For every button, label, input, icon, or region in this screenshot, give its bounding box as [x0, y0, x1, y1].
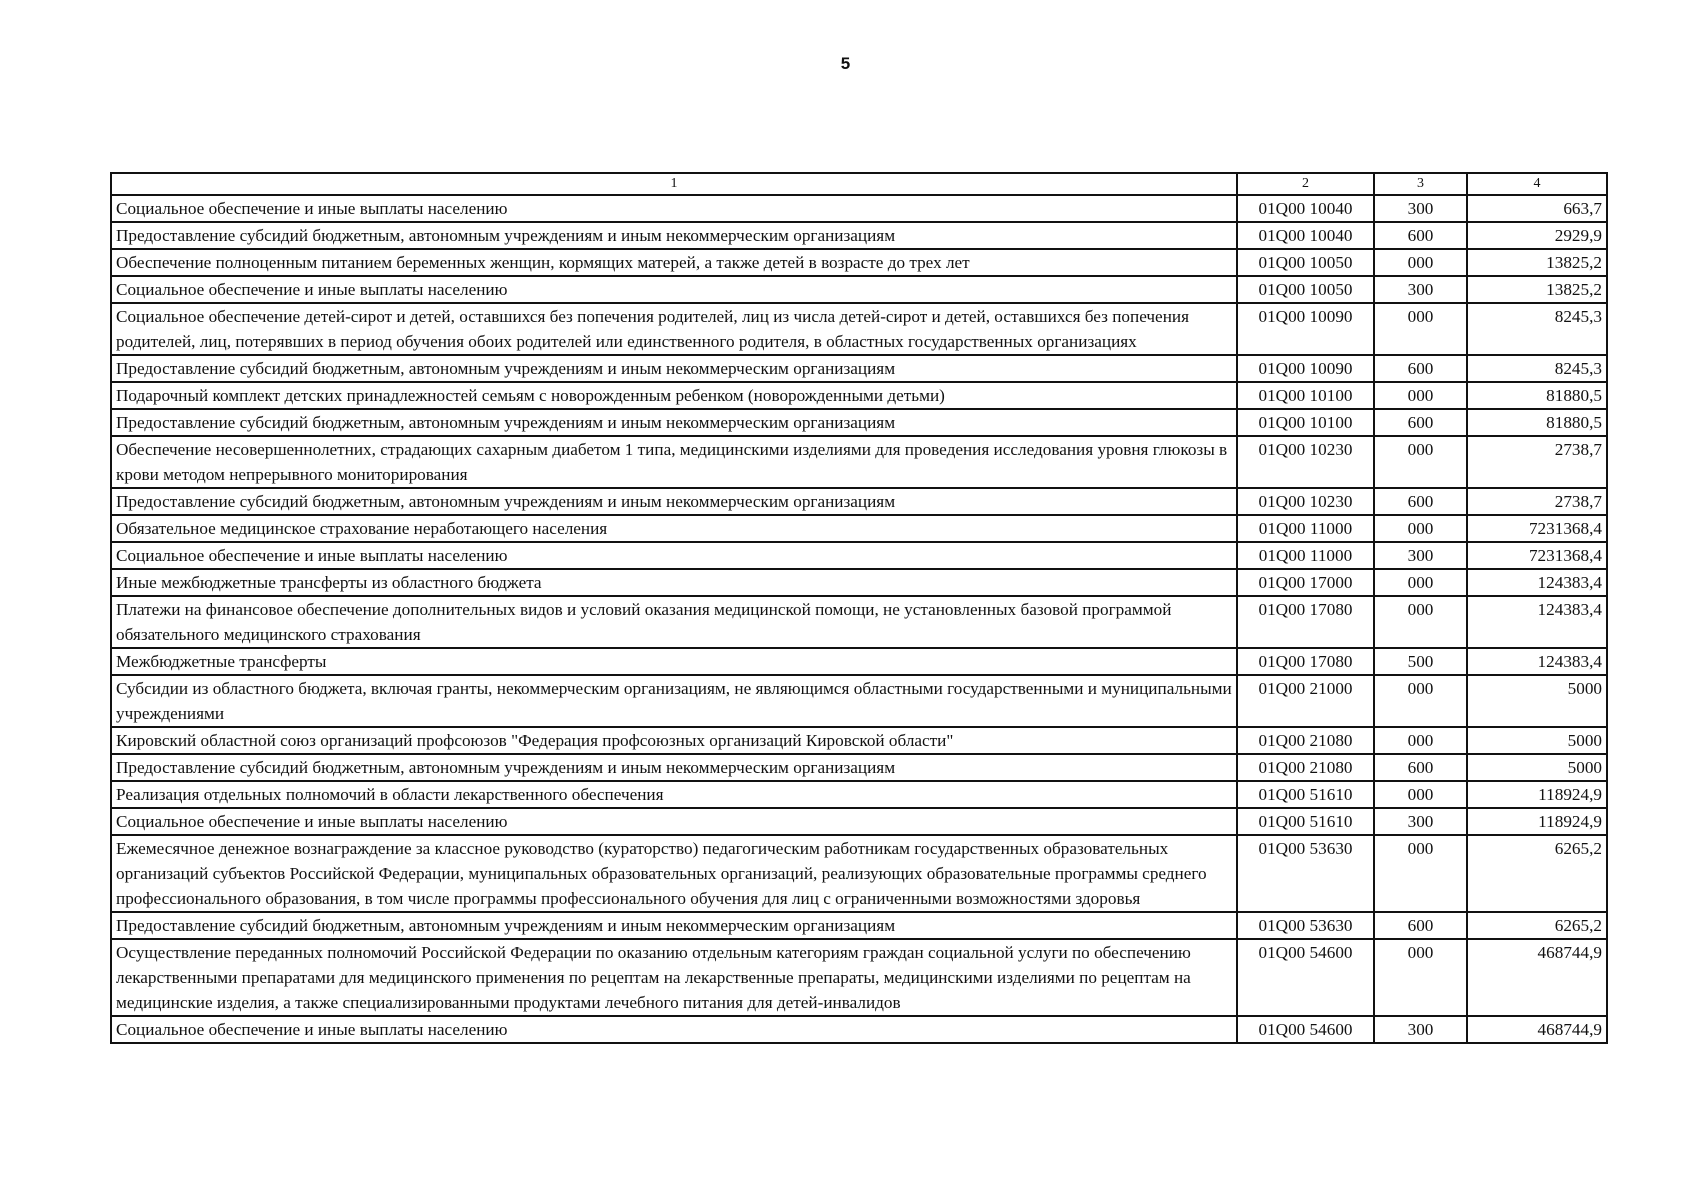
table-header — [111, 173, 1607, 195]
row-amount-cell: 2929,9 — [1467, 222, 1607, 249]
row-code-cell: 01Q00 21000 — [1237, 675, 1374, 727]
table-row — [111, 488, 1607, 515]
row-name-cell: Предоставление субсидий бюджетным, автономным учреждениям и иным некоммерческим организациям — [111, 754, 1237, 781]
table-row — [111, 808, 1607, 835]
table-row — [111, 249, 1607, 276]
table-row — [111, 436, 1607, 488]
header-row — [111, 173, 1607, 195]
table-body — [111, 195, 1607, 1043]
header-cell-3: 3 — [1374, 173, 1467, 195]
row-amount-cell: 2738,7 — [1467, 436, 1607, 488]
table-row — [111, 835, 1607, 912]
row-name-cell: Предоставление субсидий бюджетным, автономным учреждениям и иным некоммерческим организациям — [111, 912, 1237, 939]
row-name-cell: Платежи на финансовое обеспечение дополнительных видов и условий оказания медицинской помощи, не установленных базовой программой обязательного медицинского страхования — [111, 596, 1237, 648]
row-name-cell: Предоставление субсидий бюджетным, автономным учреждениям и иным некоммерческим организациям — [111, 355, 1237, 382]
row-code-cell: 01Q00 10100 — [1237, 409, 1374, 436]
row-name-cell: Кировский областной союз организаций профсоюзов "Федерация профсоюзных организаций Кировской области" — [111, 727, 1237, 754]
row-code-cell: 01Q00 10230 — [1237, 488, 1374, 515]
row-name-cell: Межбюджетные трансферты — [111, 648, 1237, 675]
row-amount-cell: 13825,2 — [1467, 276, 1607, 303]
row-amount-cell: 8245,3 — [1467, 303, 1607, 355]
row-name-cell: Предоставление субсидий бюджетным, автономным учреждениям и иным некоммерческим организациям — [111, 488, 1237, 515]
row-amount-cell: 5000 — [1467, 675, 1607, 727]
row-type-cell: 000 — [1374, 675, 1467, 727]
row-type-cell: 600 — [1374, 355, 1467, 382]
row-type-cell: 000 — [1374, 249, 1467, 276]
row-code-cell: 01Q00 21080 — [1237, 727, 1374, 754]
row-amount-cell: 468744,9 — [1467, 939, 1607, 1016]
row-amount-cell: 118924,9 — [1467, 781, 1607, 808]
row-type-cell: 600 — [1374, 409, 1467, 436]
row-amount-cell: 5000 — [1467, 754, 1607, 781]
row-type-cell: 600 — [1374, 488, 1467, 515]
header-cell-2: 2 — [1237, 173, 1374, 195]
row-amount-cell: 468744,9 — [1467, 1016, 1607, 1043]
row-name-cell: Осуществление переданных полномочий Российской Федерации по оказанию отдельным категориям граждан социальной услуги по обеспечению лекарственными препаратами для медицинского применения по рецептам на лекарственные препараты, медицинскими изделиями по рецептам на медицинские изделия, а также специализированными продуктами лечебного питания для детей-инвалидов — [111, 939, 1237, 1016]
table-row — [111, 382, 1607, 409]
row-amount-cell: 2738,7 — [1467, 488, 1607, 515]
row-name-cell: Предоставление субсидий бюджетным, автономным учреждениям и иным некоммерческим организациям — [111, 409, 1237, 436]
row-type-cell: 300 — [1374, 195, 1467, 222]
table-row — [111, 303, 1607, 355]
row-amount-cell: 124383,4 — [1467, 648, 1607, 675]
row-name-cell: Ежемесячное денежное вознаграждение за классное руководство (кураторство) педагогическим работникам государственных образовательных организаций субъектов Российской Федерации, муниципальных образовательных организаций, реализующих образовательные программы среднего профессионального образования, в том числе программы профессионального обучения для лиц с ограниченными возможностями здоровья — [111, 835, 1237, 912]
row-code-cell: 01Q00 10090 — [1237, 303, 1374, 355]
row-amount-cell: 6265,2 — [1467, 912, 1607, 939]
table-row — [111, 596, 1607, 648]
table-row — [111, 727, 1607, 754]
row-code-cell: 01Q00 11000 — [1237, 542, 1374, 569]
table-row — [111, 754, 1607, 781]
row-code-cell: 01Q00 17080 — [1237, 596, 1374, 648]
table-row — [111, 355, 1607, 382]
table-row — [111, 675, 1607, 727]
table-row — [111, 1016, 1607, 1043]
row-amount-cell: 663,7 — [1467, 195, 1607, 222]
row-type-cell: 000 — [1374, 569, 1467, 596]
row-type-cell: 000 — [1374, 939, 1467, 1016]
table-row — [111, 569, 1607, 596]
row-type-cell: 000 — [1374, 781, 1467, 808]
row-type-cell: 000 — [1374, 727, 1467, 754]
row-amount-cell: 5000 — [1467, 727, 1607, 754]
header-cell-1: 1 — [111, 173, 1237, 195]
row-name-cell: Социальное обеспечение и иные выплаты населению — [111, 542, 1237, 569]
row-name-cell: Иные межбюджетные трансферты из областного бюджета — [111, 569, 1237, 596]
row-type-cell: 500 — [1374, 648, 1467, 675]
row-type-cell: 000 — [1374, 303, 1467, 355]
row-amount-cell: 81880,5 — [1467, 409, 1607, 436]
table-row — [111, 912, 1607, 939]
row-name-cell: Субсидии из областного бюджета, включая гранты, некоммерческим организациям, не являющимся областными государственными и муниципальными учреждениями — [111, 675, 1237, 727]
row-code-cell: 01Q00 10050 — [1237, 276, 1374, 303]
row-name-cell: Обеспечение несовершеннолетних, страдающих сахарным диабетом 1 типа, медицинскими изделиями для проведения исследования уровня глюкозы в крови методом непрерывного мониторирования — [111, 436, 1237, 488]
table-row — [111, 195, 1607, 222]
row-code-cell: 01Q00 54600 — [1237, 1016, 1374, 1043]
row-code-cell: 01Q00 10090 — [1237, 355, 1374, 382]
row-code-cell: 01Q00 21080 — [1237, 754, 1374, 781]
row-code-cell: 01Q00 51610 — [1237, 808, 1374, 835]
row-name-cell: Социальное обеспечение и иные выплаты населению — [111, 195, 1237, 222]
row-type-cell: 000 — [1374, 835, 1467, 912]
row-type-cell: 000 — [1374, 596, 1467, 648]
row-code-cell: 01Q00 10100 — [1237, 382, 1374, 409]
row-name-cell: Предоставление субсидий бюджетным, автономным учреждениям и иным некоммерческим организациям — [111, 222, 1237, 249]
table-row — [111, 781, 1607, 808]
header-cell-4: 4 — [1467, 173, 1607, 195]
row-code-cell: 01Q00 10040 — [1237, 222, 1374, 249]
row-code-cell: 01Q00 10230 — [1237, 436, 1374, 488]
row-code-cell: 01Q00 51610 — [1237, 781, 1374, 808]
row-name-cell: Подарочный комплект детских принадлежностей семьям с новорожденным ребенком (новорожденными детьми) — [111, 382, 1237, 409]
row-name-cell: Социальное обеспечение и иные выплаты населению — [111, 808, 1237, 835]
row-name-cell: Социальное обеспечение и иные выплаты населению — [111, 276, 1237, 303]
row-type-cell: 300 — [1374, 276, 1467, 303]
budget-table — [110, 172, 1608, 1044]
row-amount-cell: 124383,4 — [1467, 596, 1607, 648]
row-type-cell: 600 — [1374, 754, 1467, 781]
row-type-cell: 000 — [1374, 515, 1467, 542]
row-type-cell: 000 — [1374, 436, 1467, 488]
row-code-cell: 01Q00 10050 — [1237, 249, 1374, 276]
row-name-cell: Обязательное медицинское страхование неработающего населения — [111, 515, 1237, 542]
row-type-cell: 000 — [1374, 382, 1467, 409]
row-amount-cell: 7231368,4 — [1467, 542, 1607, 569]
row-type-cell: 300 — [1374, 1016, 1467, 1043]
row-amount-cell: 13825,2 — [1467, 249, 1607, 276]
row-type-cell: 600 — [1374, 912, 1467, 939]
row-code-cell: 01Q00 17080 — [1237, 648, 1374, 675]
row-type-cell: 300 — [1374, 808, 1467, 835]
row-amount-cell: 124383,4 — [1467, 569, 1607, 596]
table-row — [111, 222, 1607, 249]
row-code-cell: 01Q00 11000 — [1237, 515, 1374, 542]
row-amount-cell: 6265,2 — [1467, 835, 1607, 912]
row-name-cell: Реализация отдельных полномочий в области лекарственного обеспечения — [111, 781, 1237, 808]
table-row — [111, 515, 1607, 542]
row-type-cell: 300 — [1374, 542, 1467, 569]
row-name-cell: Социальное обеспечение детей-сирот и детей, оставшихся без попечения родителей, лиц из числа детей-сирот и детей, оставшихся без попечения родителей, лиц, потерявших в период обучения обоих родителей или единственного родителя, в областных государственных организациях — [111, 303, 1237, 355]
table-row — [111, 409, 1607, 436]
table-row — [111, 542, 1607, 569]
page-number: 5 — [840, 54, 851, 73]
row-amount-cell: 118924,9 — [1467, 808, 1607, 835]
row-amount-cell: 7231368,4 — [1467, 515, 1607, 542]
table-row — [111, 648, 1607, 675]
row-name-cell: Обеспечение полноценным питанием беременных женщин, кормящих матерей, а также детей в возрасте до трех лет — [111, 249, 1237, 276]
table-row — [111, 276, 1607, 303]
row-amount-cell: 8245,3 — [1467, 355, 1607, 382]
row-type-cell: 600 — [1374, 222, 1467, 249]
row-code-cell: 01Q00 10040 — [1237, 195, 1374, 222]
row-name-cell: Социальное обеспечение и иные выплаты населению — [111, 1016, 1237, 1043]
table-row — [111, 939, 1607, 1016]
row-amount-cell: 81880,5 — [1467, 382, 1607, 409]
row-code-cell: 01Q00 17000 — [1237, 569, 1374, 596]
row-code-cell: 01Q00 53630 — [1237, 912, 1374, 939]
row-code-cell: 01Q00 54600 — [1237, 939, 1374, 1016]
row-code-cell: 01Q00 53630 — [1237, 835, 1374, 912]
